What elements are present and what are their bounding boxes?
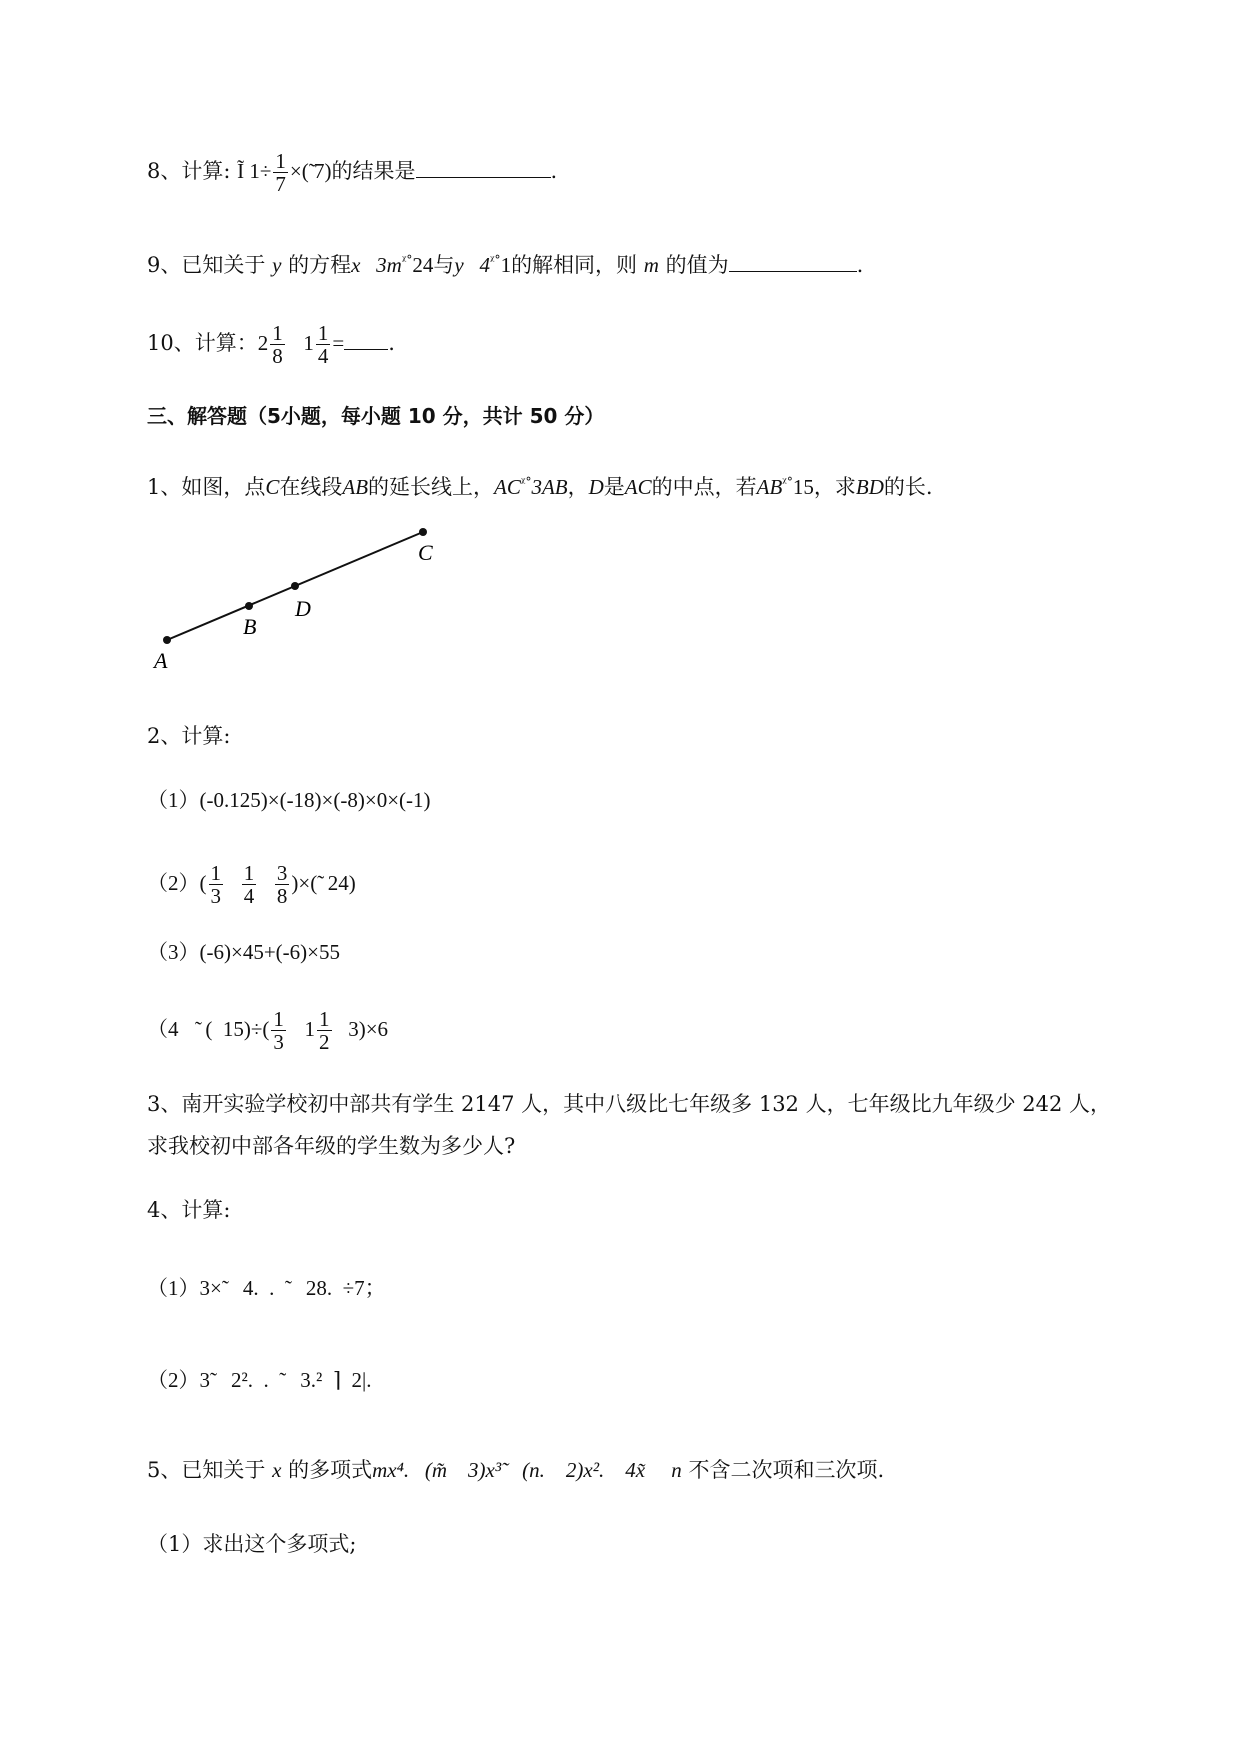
p1-text5: 是 <box>603 475 625 499</box>
p1-mark1: ᵡ° <box>520 475 532 489</box>
q9-text1: 的方程 <box>288 253 352 277</box>
p2-s2-frac3 <box>275 862 290 907</box>
p1-text2: 在线段 <box>279 475 343 499</box>
section-3-heading: 三、解答题（5小题，每小题 10 分，共计 50 分） <box>147 404 605 428</box>
p2-s4-f1-den: 3 <box>273 1030 284 1054</box>
p2-s4-frac2 <box>317 1008 332 1053</box>
q10-frac2-den: 4 <box>317 344 329 368</box>
q9-var-y: y <box>272 253 282 277</box>
p1-text8: 的长. <box>883 475 933 499</box>
q9-var-m: m <box>643 253 659 277</box>
problem-2-sub-3: （3）(-6)×45+(-6)×55 <box>147 940 340 964</box>
problem-1 <box>147 468 933 501</box>
point-d <box>291 582 299 590</box>
p2-s4-label: （4）̃ ( 15)÷( <box>147 1017 270 1041</box>
q9-eq2: y 4 <box>454 253 490 277</box>
problem-2-title: 2、计算: <box>147 724 231 748</box>
p2-s2-frac2 <box>242 862 257 907</box>
p2-s2-f3-den: 8 <box>276 884 288 908</box>
p2-s4-frac1 <box>271 1008 286 1053</box>
label-c: C <box>418 540 433 565</box>
q9-prefix: 9、已知关于 <box>147 253 266 277</box>
p1-point-c: C <box>265 475 280 499</box>
q8-prefix: 8、计算: <box>147 159 238 183</box>
question-10 <box>147 322 395 367</box>
label-d: D <box>295 596 311 621</box>
p1-text7: ，求 <box>813 475 856 499</box>
question-8 <box>147 150 557 195</box>
label-a: A <box>154 648 168 673</box>
p2-s2-f2-den: 4 <box>243 884 255 908</box>
p1-mark2: ᵡ° <box>782 475 793 489</box>
problem-2-sub-1: （1）(-0.125)×(-18)×(-8)×0×(-1) <box>147 788 431 812</box>
q8-fraction <box>273 150 288 195</box>
point-c <box>419 528 427 536</box>
point-a <box>163 636 171 644</box>
problem-5-sub-1: （1）求出这个多项式; <box>147 1532 357 1556</box>
q9-eq2-mark: ᵡ° <box>489 253 501 267</box>
p2-s2-f3-num: 3 <box>276 861 288 885</box>
q8-expr-a: Ĩ 1÷ <box>237 159 272 183</box>
q8-frac-num: 1 <box>275 149 286 173</box>
q9-text2: 与 <box>433 253 455 277</box>
segment-figure <box>150 520 470 680</box>
p5-text3: 不含二次项和三次项. <box>688 1458 885 1482</box>
p2-s2-f2-num: 1 <box>243 861 255 885</box>
p1-text6: 的中点，若 <box>651 475 757 499</box>
p2-s4-end: 3)×6 <box>348 1017 389 1041</box>
q10-fraction-1 <box>270 322 285 367</box>
problem-3-line-2: 求我校初中部各年级的学生数为多少人? <box>147 1134 516 1158</box>
p1-text3: 的延长线上， <box>368 475 495 499</box>
p5-text1: 5、已知关于 <box>147 1458 266 1482</box>
p1-segment-ac2: AC <box>624 475 652 499</box>
p1-eq1: 3AB <box>531 475 568 499</box>
q10-frac2-num: 1 <box>317 321 329 345</box>
problem-4-sub-1: （1）3×̃ 4. . ̃ 28. ÷7； <box>147 1276 386 1300</box>
p5-text2: 的多项式 <box>288 1458 373 1482</box>
problem-3-line-1: 3、南开实验学校初中部共有学生 2147 人，其中八级比七年级多 132 人，七年级比九年级少 242 人， <box>147 1092 1112 1116</box>
p1-point-d: D <box>588 475 604 499</box>
q9-answer-blank <box>729 251 857 272</box>
q10-whole-2: 1 <box>303 331 314 355</box>
problem-5 <box>147 1456 884 1484</box>
label-b: B <box>243 614 257 639</box>
q9-text4: 的值为 <box>665 253 729 277</box>
p2-s4-f1-num: 1 <box>273 1007 284 1031</box>
p2-s4-f2-num: 1 <box>319 1007 330 1031</box>
q9-eq2-end: 1 <box>500 253 512 277</box>
problem-2-sub-2 <box>147 862 356 907</box>
p1-segment-ab2: AB <box>756 475 783 499</box>
p1-segment-ac: AC <box>494 475 521 499</box>
q9-eq1-end: 24 <box>412 253 434 277</box>
q10-prefix: 10、计算： <box>147 331 258 355</box>
p2-s2-frac1 <box>209 862 224 907</box>
q10-frac1-den: 8 <box>272 344 283 368</box>
problem-4-title: 4、计算: <box>147 1198 231 1222</box>
p1-value: 15 <box>792 475 814 499</box>
problem-2-sub-4 <box>147 1008 388 1053</box>
p5-polynomial: mx⁴. (m̃ 3)x³̃ (n. 2)x². 4x̃ n <box>372 1458 682 1482</box>
q10-equals: = <box>332 331 345 355</box>
q10-end: . <box>388 331 395 355</box>
p1-text: 1、如图，点 <box>147 475 266 499</box>
q8-expr-b: ×(̃ 7) <box>289 159 332 183</box>
p2-s4-whole: 1 <box>304 1017 316 1041</box>
p1-segment-bd: BD <box>855 475 884 499</box>
q10-fraction-2 <box>316 322 331 367</box>
p2-s2-label: （2）( <box>147 871 207 895</box>
p2-s4-f2-den: 2 <box>319 1030 330 1054</box>
q9-eq1: x 3m <box>351 253 402 277</box>
q10-frac1-num: 1 <box>272 321 283 345</box>
q10-answer-blank <box>344 329 388 350</box>
p2-s2-f1-den: 3 <box>210 884 221 908</box>
problem-4-sub-2: （2）3̃ 2². . ̃ 3.² ⌉ 2|. <box>147 1368 372 1392</box>
q10-whole-1: 2 <box>257 331 269 355</box>
question-9 <box>147 246 863 279</box>
q9-eq1-mark: ᵡ° <box>401 253 413 267</box>
q8-frac-den: 7 <box>275 172 286 196</box>
p1-text4: ， <box>567 475 589 499</box>
q9-text3: 的解相同，则 <box>511 253 638 277</box>
q8-answer-blank <box>416 157 551 178</box>
p5-var-x: x <box>272 1458 282 1482</box>
point-b <box>245 602 253 610</box>
q9-end: . <box>856 253 864 277</box>
p2-s2-f1-num: 1 <box>210 861 221 885</box>
q8-suffix: 的结果是 <box>331 159 416 183</box>
q8-end: . <box>550 159 558 183</box>
p1-segment-ab: AB <box>342 475 369 499</box>
p2-s2-end: )×(̃ 24) <box>291 871 356 895</box>
